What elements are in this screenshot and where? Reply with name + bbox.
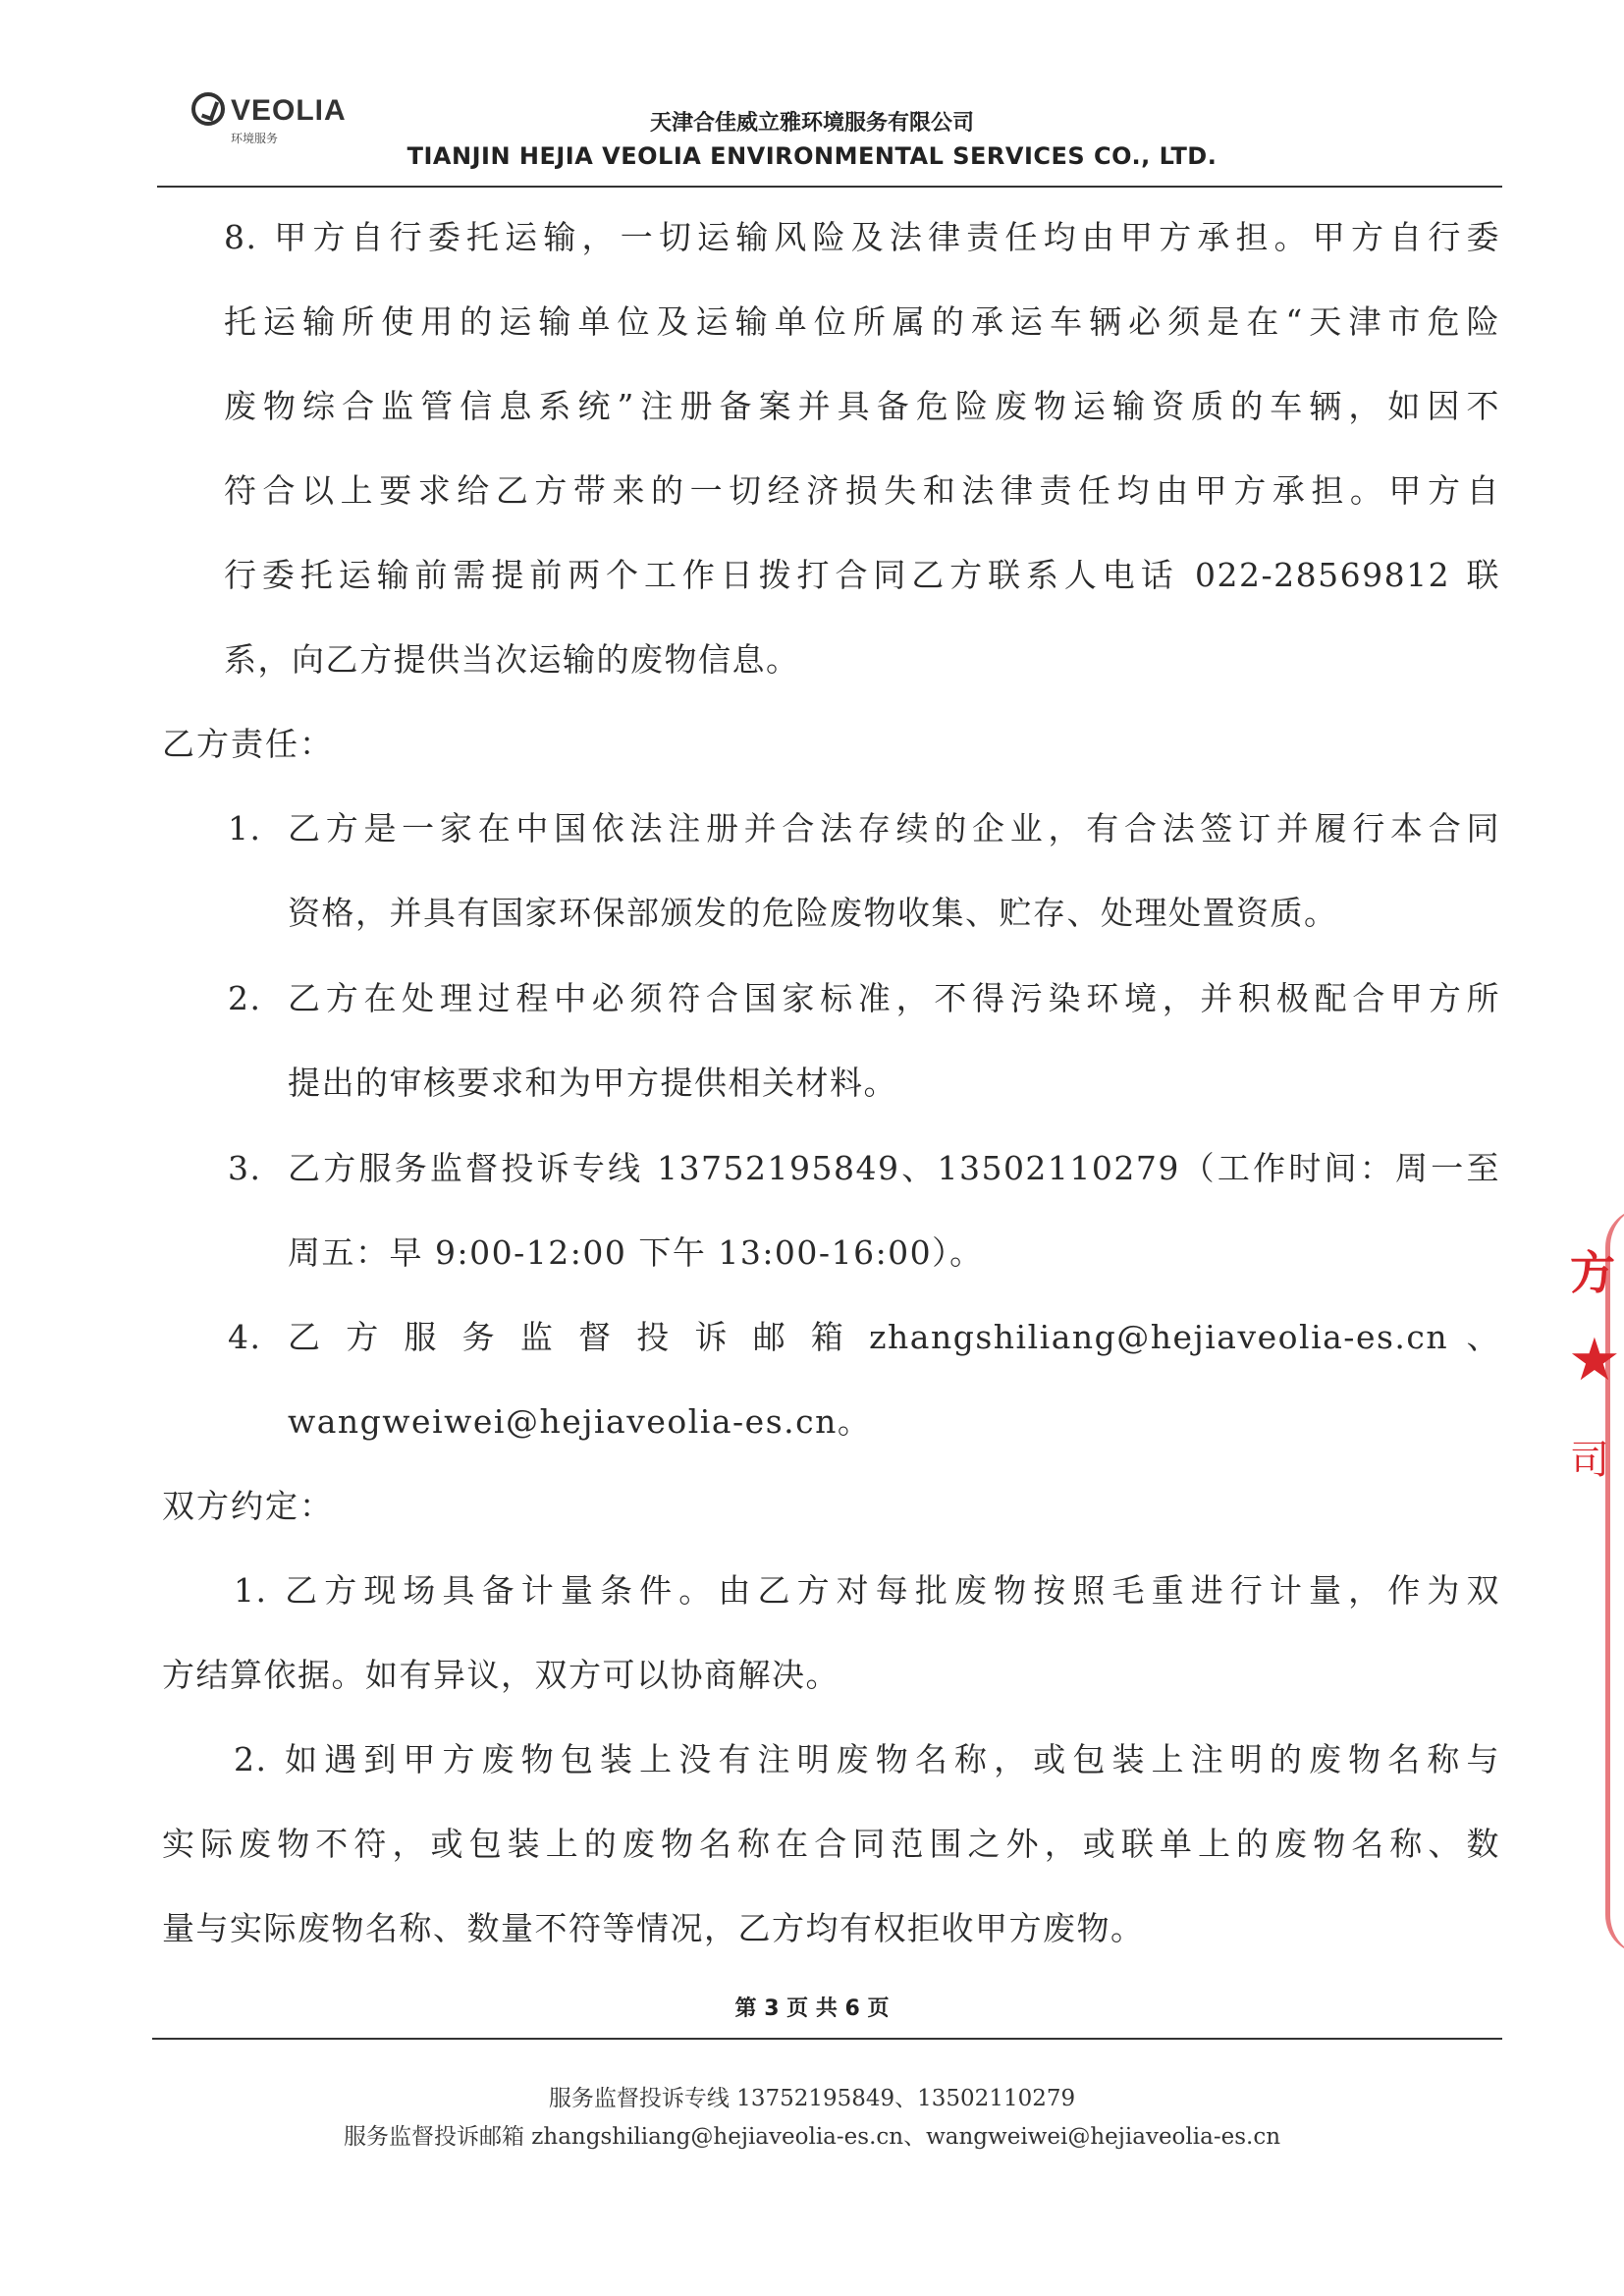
party-b-heading: 乙方责任： [162, 725, 334, 763]
party-b-item-number: 2. [228, 979, 262, 1017]
party-b-item-line: 资格，并具有国家环保部颁发的危险废物收集、贮存、处理处置资质。 [288, 894, 1338, 932]
clause8-line: 8. 甲方自行委托运输，一切运输风险及法律责任均由甲方承担。甲方自行委 [224, 218, 1500, 256]
seal-char: 方 [1570, 1246, 1615, 1299]
party-b-item-line: 乙方是一家在中国依法注册并合法存续的企业，有合法签订并履行本合同 [288, 809, 1500, 847]
company-seal-fragment [1556, 1208, 1624, 1954]
header-divider [157, 186, 1502, 188]
mutual-item-line: 2. 如遇到甲方废物包装上没有注明废物名称，或包装上注明的废物名称与 [234, 1740, 1500, 1778]
mutual-item-line: 方结算依据。如有异议，双方可以协商解决。 [162, 1656, 839, 1694]
party-b-item-line: 周五：早 9:00-12:00 下午 13:00-16:00）。 [288, 1233, 984, 1272]
seal-star-icon: ★ [1568, 1326, 1621, 1394]
party-b-item-number: 1. [228, 809, 262, 847]
party-b-item-line: 乙方在处理过程中必须符合国家标准，不得污染环境，并积极配合甲方所 [288, 979, 1500, 1017]
party-b-item-line: 提出的审核要求和为甲方提供相关材料。 [288, 1064, 897, 1102]
mutual-heading: 双方约定： [162, 1487, 334, 1525]
clause8-line: 行委托运输前需提前两个工作日拨打合同乙方联系人电话 022-28569812 联 [224, 556, 1500, 594]
party-b-item-line: wangweiwei@hejiaveolia-es.cn。 [288, 1402, 872, 1441]
seal-char: 司 [1570, 1438, 1609, 1483]
clause8-line: 系，向乙方提供当次运输的废物信息。 [224, 640, 800, 679]
clause8-line: 托运输所使用的运输单位及运输单位所属的承运车辆必须是在“天津市危险 [224, 302, 1500, 341]
mutual-item-line: 1. 乙方现场具备计量条件。由乙方对每批废物按照毛重进行计量，作为双 [234, 1571, 1500, 1610]
footer-email: 服务监督投诉邮箱 zhangshiliang@hejiaveolia-es.cn、wangweiwei@hejiaveolia-es.cn [343, 2124, 1281, 2150]
party-b-item-line: 乙方服务监督投诉专线 13752195849、13502110279（工作时间：周一至 [288, 1149, 1500, 1187]
footer-hotline: 服务监督投诉专线 13752195849、13502110279 [548, 2086, 1076, 2111]
seal-ring [1605, 1208, 1624, 1954]
page-number: 第 3 页 共 6 页 [734, 1996, 890, 2021]
logo-subtext: 环境服务 [231, 132, 279, 145]
footer-divider [152, 2038, 1502, 2040]
company-name-en: TIANJIN HEJIA VEOLIA ENVIRONMENTAL SERVICES CO., LTD. [406, 142, 1218, 170]
clause8-line: 符合以上要求给乙方带来的一切经济损失和法律责任均由甲方承担。甲方自 [224, 471, 1500, 510]
logo-text: VEOLIA [231, 94, 347, 127]
mutual-item-line: 实际废物不符，或包装上的废物名称在合同范围之外，或联单上的废物名称、数 [162, 1825, 1500, 1863]
mutual-item-line: 量与实际废物名称、数量不符等情况，乙方均有权拒收甲方废物。 [162, 1909, 1145, 1947]
party-b-item-number: 4. [228, 1318, 262, 1356]
party-b-item-line: 乙 方 服 务 监 督 投 诉 邮 箱 zhangshiliang@hejiaveolia-es.cn 、 [288, 1318, 1500, 1356]
clause8-line: 废物综合监管信息系统”注册备案并具备危险废物运输资质的车辆，如因不 [224, 387, 1500, 425]
party-b-item-number: 3. [228, 1149, 262, 1187]
company-name-cn: 天津合佳威立雅环境服务有限公司 [649, 111, 974, 136]
